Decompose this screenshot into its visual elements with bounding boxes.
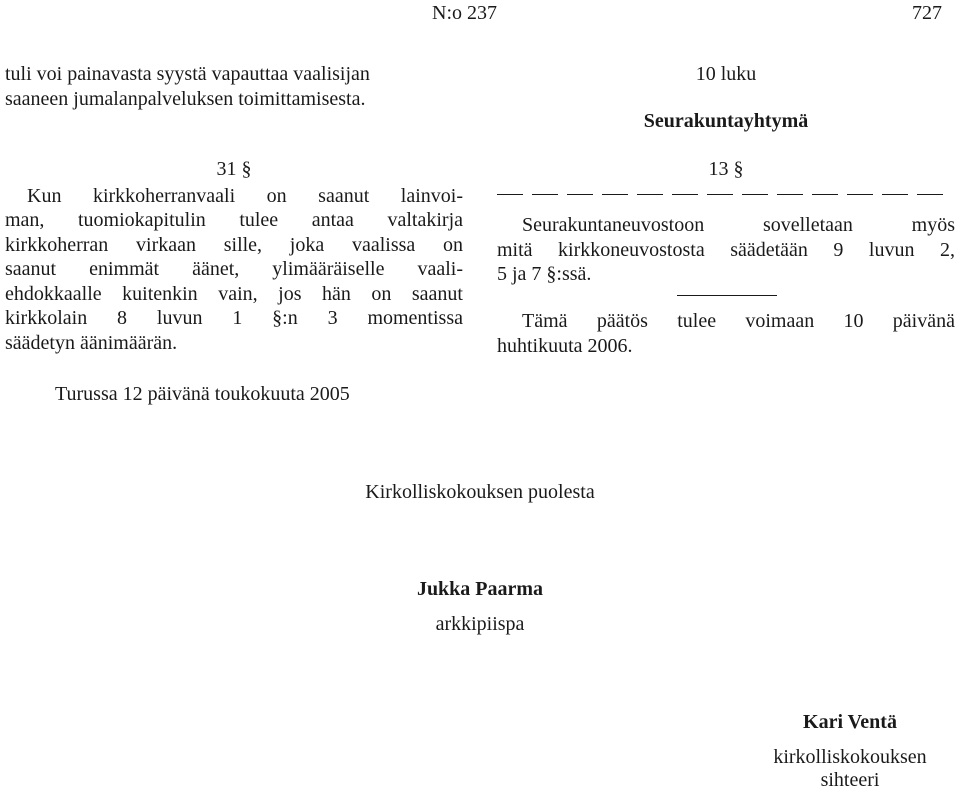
signer-2-title-line-2: sihteeri [820,769,880,791]
signer-2-name: Kari Ventä [803,711,897,733]
section-31-line-5: ehdokkaalle kuitenkin vain, jos hän on saanut [5,283,463,305]
section-31-line-2: man, tuomiokapitulin tulee antaa valtakirja [5,209,463,231]
place-date: Turussa 12 päivänä toukokuuta 2005 [55,383,350,405]
chapter-heading: 10 luku [695,63,757,85]
page-number: 727 [912,2,942,24]
effective-line-1: Tämä päätös tulee voimaan 10 päivänä [522,310,955,332]
signer-1-title: arkkipiispa [435,613,525,635]
section-31-line-7: säädetyn äänimäärän. [5,332,178,354]
section-13-line-3: 5 ja 7 §:ssä. [497,263,592,285]
issue-number: N:o 237 [432,2,497,24]
short-rule [677,295,777,296]
section-31-heading: 31 § [216,158,252,180]
section-31-line-3: kirkkoherran virkaan sille, joka vaalissa on [5,234,463,256]
section-13-line-2: mitä kirkkoneuvostosta säädetään 9 luvun 2, [497,239,955,261]
effective-line-2: huhtikuuta 2006. [497,335,633,357]
section-31-line-4: saanut enimmät äänet, ylimääräiselle vaali- [5,258,463,280]
section-31-line-6: kirkkolain 8 luvun 1 §:n 3 momentissa [5,307,463,329]
on-behalf-line: Kirkolliskokouksen puolesta [365,481,595,503]
signer-2-title-line-1: kirkolliskokouksen [773,746,927,768]
intro-line-2: saaneen jumalanpalveluksen toimittamisesta. [5,88,366,110]
section-13-line-1: Seurakuntaneuvostoon sovelletaan myös [522,214,955,236]
section-31-line-1: Kun kirkkoherranvaali on saanut lainvoi- [27,185,463,207]
signer-1-name: Jukka Paarma [416,578,544,600]
section-13-heading: 13 § [708,158,744,180]
chapter-title: Seurakuntayhtymä [643,110,809,132]
intro-line-1: tuli voi painavasta syystä vapauttaa vaalisijan [5,63,370,85]
